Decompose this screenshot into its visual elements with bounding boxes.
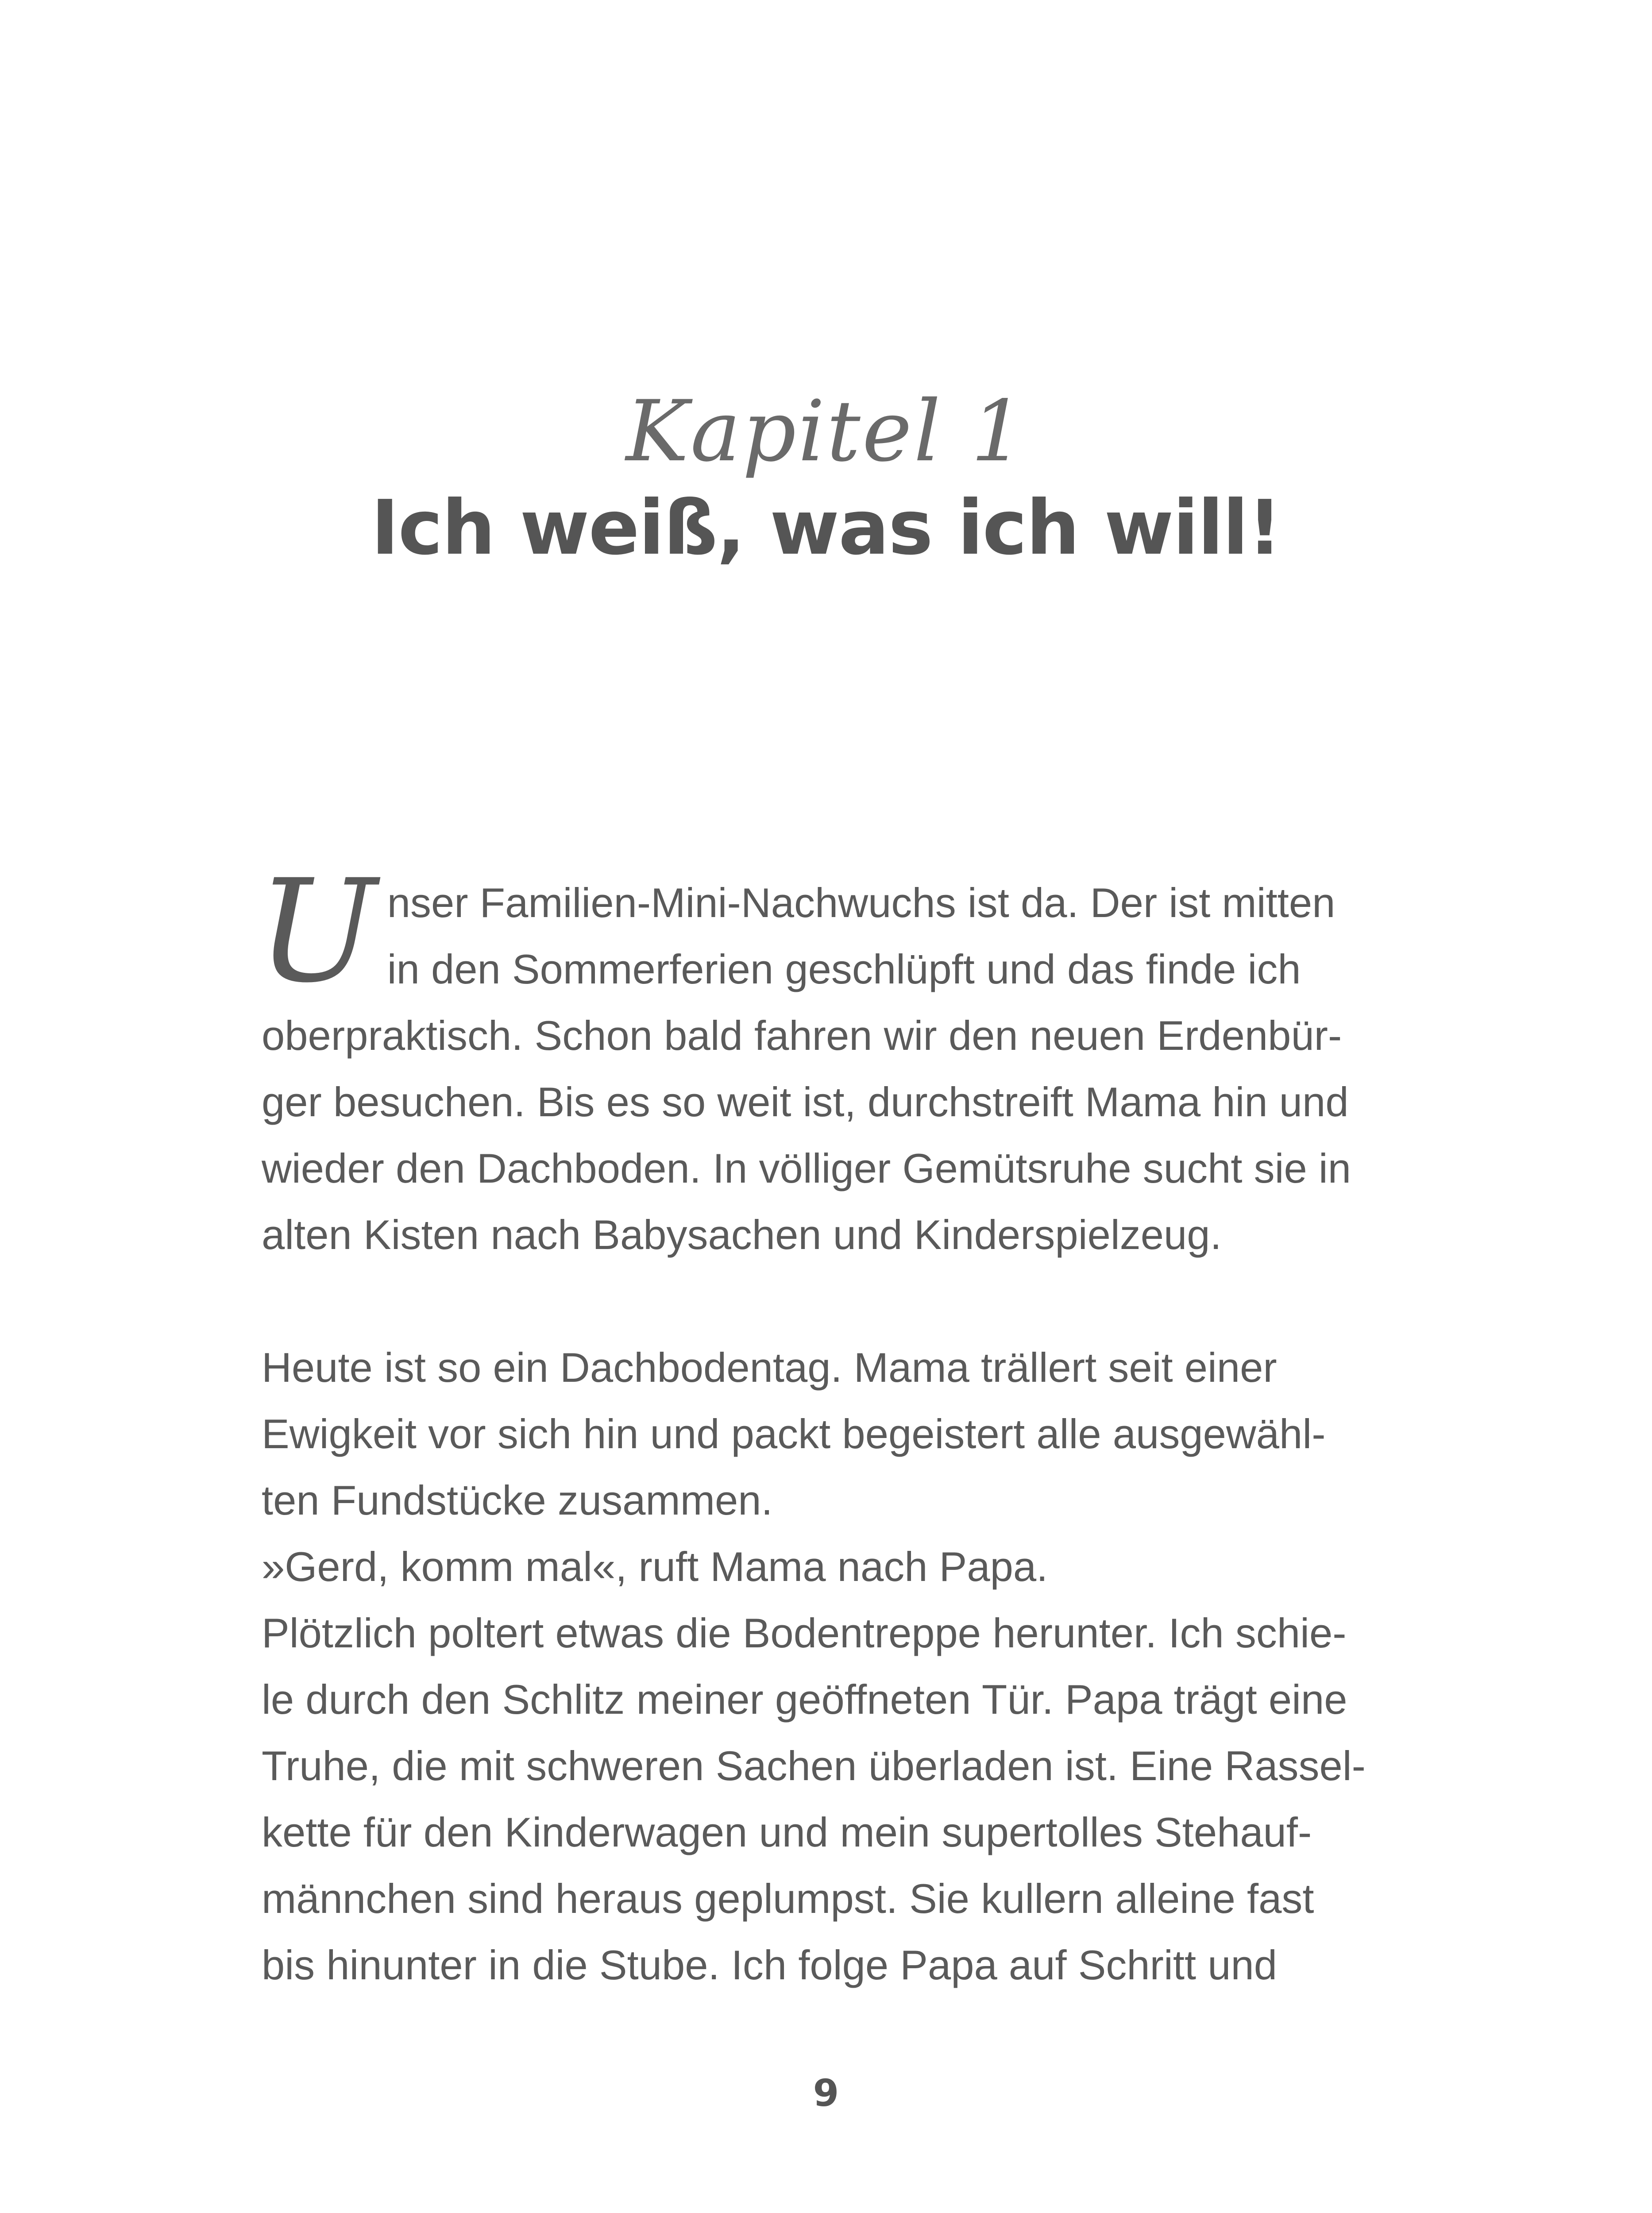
drop-cap: U — [257, 849, 377, 1014]
text-line: le durch den Schlitz meiner geöffneten Tür. Papa trägt eine — [262, 1676, 1347, 1723]
paragraph-gap — [262, 1268, 1395, 1334]
text-line: ten Fundstücke zusammen. — [262, 1477, 773, 1523]
text-line: bis hinunter in die Stube. Ich folge Papa auf Schritt und — [262, 1942, 1278, 1988]
text-line: in den Sommerferien geschlüpft und das finde ich — [387, 946, 1301, 992]
text-line: kette für den Kinderwagen und mein supertolles Stehauf- — [262, 1809, 1312, 1855]
paragraph-2 — [262, 1334, 1395, 1998]
text-line: nser Familien-Mini-Nachwuchs ist da. Der ist mitten — [387, 879, 1335, 926]
text-line: Plötzlich poltert etwas die Bodentreppe herunter. Ich schie- — [262, 1610, 1347, 1656]
text-line: Ewigkeit vor sich hin und packt begeistert alle ausgewähl- — [262, 1411, 1326, 1457]
text-line: oberpraktisch. Schon bald fahren wir den neuen Erdenbür- — [262, 1012, 1342, 1059]
text-line: »Gerd, komm mal«, ruft Mama nach Papa. — [262, 1543, 1048, 1590]
paragraph-1 — [257, 849, 1395, 1268]
text-line: ger besuchen. Bis es so weit ist, durchstreift Mama hin und — [262, 1079, 1349, 1125]
page-number: 9 — [813, 2071, 839, 2115]
text-line: wieder den Dachboden. In völliger Gemütsruhe sucht sie in — [262, 1145, 1351, 1191]
text-line: Heute ist so ein Dachbodentag. Mama trällert seit einer — [262, 1344, 1277, 1391]
chapter-title: Ich weiß, was ich will! — [371, 484, 1281, 572]
text-line: männchen sind heraus geplumpst. Sie kullern alleine fast — [262, 1875, 1314, 1922]
text-line: Truhe, die mit schweren Sachen überladen ist. Eine Rassel- — [262, 1743, 1366, 1789]
body-text — [257, 849, 1395, 1998]
text-line: alten Kisten nach Babysachen und Kinderspielzeug. — [262, 1211, 1222, 1258]
chapter-label: Kapitel 1 — [625, 382, 1027, 480]
